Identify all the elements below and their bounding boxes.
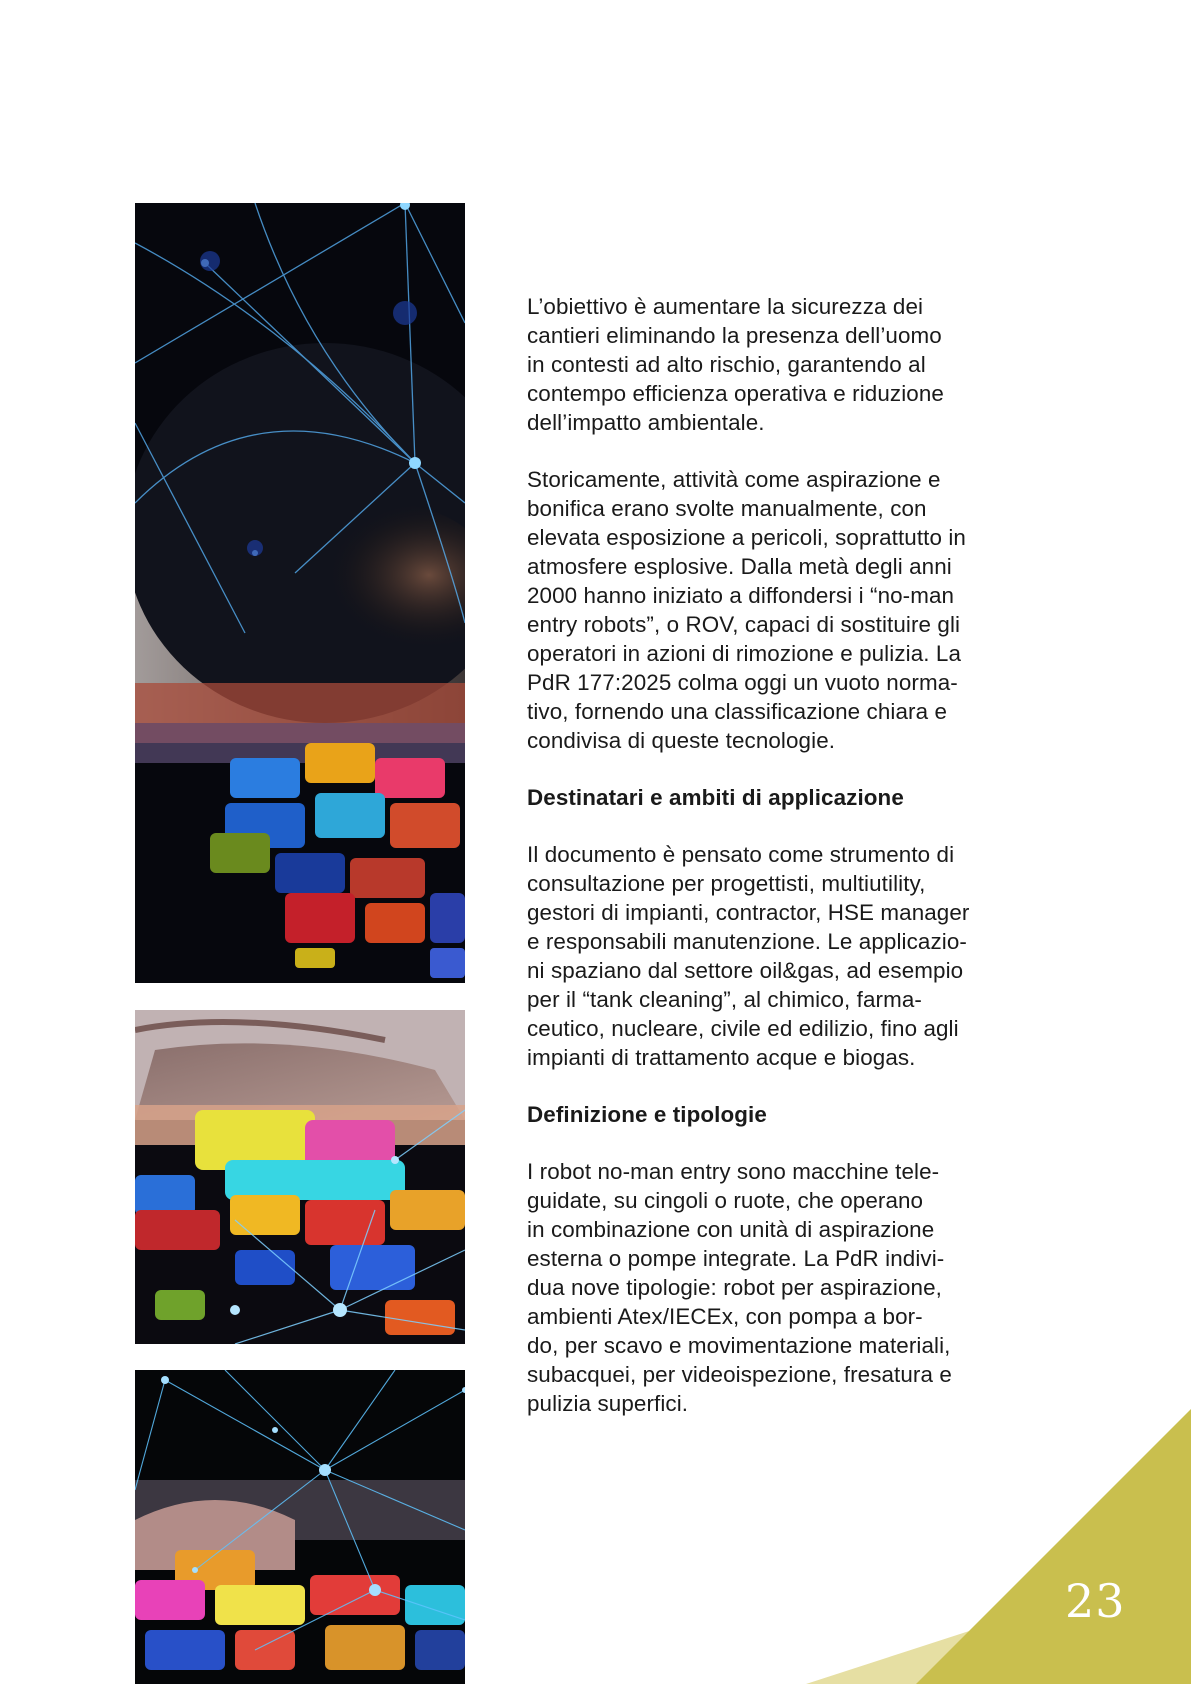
paragraph-history: Storicamente, attività come aspirazione e bonifica erano svolte manualmente, con elevata esposizione a pericoli, soprattutto in atmosfere esplosive. Dalla metà degli anni 2000 hanno iniziato a diffondersi i “no-man entry robots”, o ROV, capaci di sostituire gli operatori in azioni di rimozione e pulizia. La PdR 177:2025 colma oggi un vuoto norma- tivo, fornendo una classificazione chiara e condivisa di queste tecnologie. xyxy=(527,467,966,753)
network-hand-illustration xyxy=(135,203,465,983)
paragraph-definition: I robot no-man entry sono macchine tele- guidate, su cingoli o ruote, che operano in combinazione con unità di aspirazione esterna o pompe integrate. La PdR indivi- dua nove tipologie: robot per aspirazione, ambienti Atex/IECEx, con pompa a bor- do, per scavo e movimentazione materiali, subacquei, per videoispezione, fresatura e pulizia superfici. xyxy=(527,1159,952,1416)
page-number: 23 xyxy=(1065,1574,1126,1628)
corner-accent xyxy=(806,1409,1191,1684)
hands-keyboard-photo xyxy=(135,1010,465,1344)
hands-network-photo xyxy=(135,1370,465,1684)
network-keyboard-illustration xyxy=(135,1370,465,1684)
heading-definition: Definizione e tipologie xyxy=(527,1102,767,1127)
paragraph-objective: L’obiettivo è aumentare la sicurezza dei cantieri eliminando la presenza dell’uomo in contesti ad alto rischio, garantendo al contempo efficienza operativa e riduzione dell’impatto ambientale. xyxy=(527,294,944,435)
keyboard-hands-illustration xyxy=(135,1010,465,1344)
hand-network-photo xyxy=(135,203,465,983)
article-body xyxy=(527,292,1037,1446)
heading-recipients: Destinatari e ambiti di applicazione xyxy=(527,785,904,810)
paragraph-recipients: Il documento è pensato come strumento di consultazione per progettisti, multiutility, gestori di impianti, contractor, HSE manager e responsabili manutenzione. Le applicazio- ni spaziano dal settore oil&gas, ad esempio per il “tank cleaning”, al chimico, farma- ceutico, nucleare, civile ed edilizio, fino agli impianti di trattamento acque e biogas. xyxy=(527,842,970,1070)
